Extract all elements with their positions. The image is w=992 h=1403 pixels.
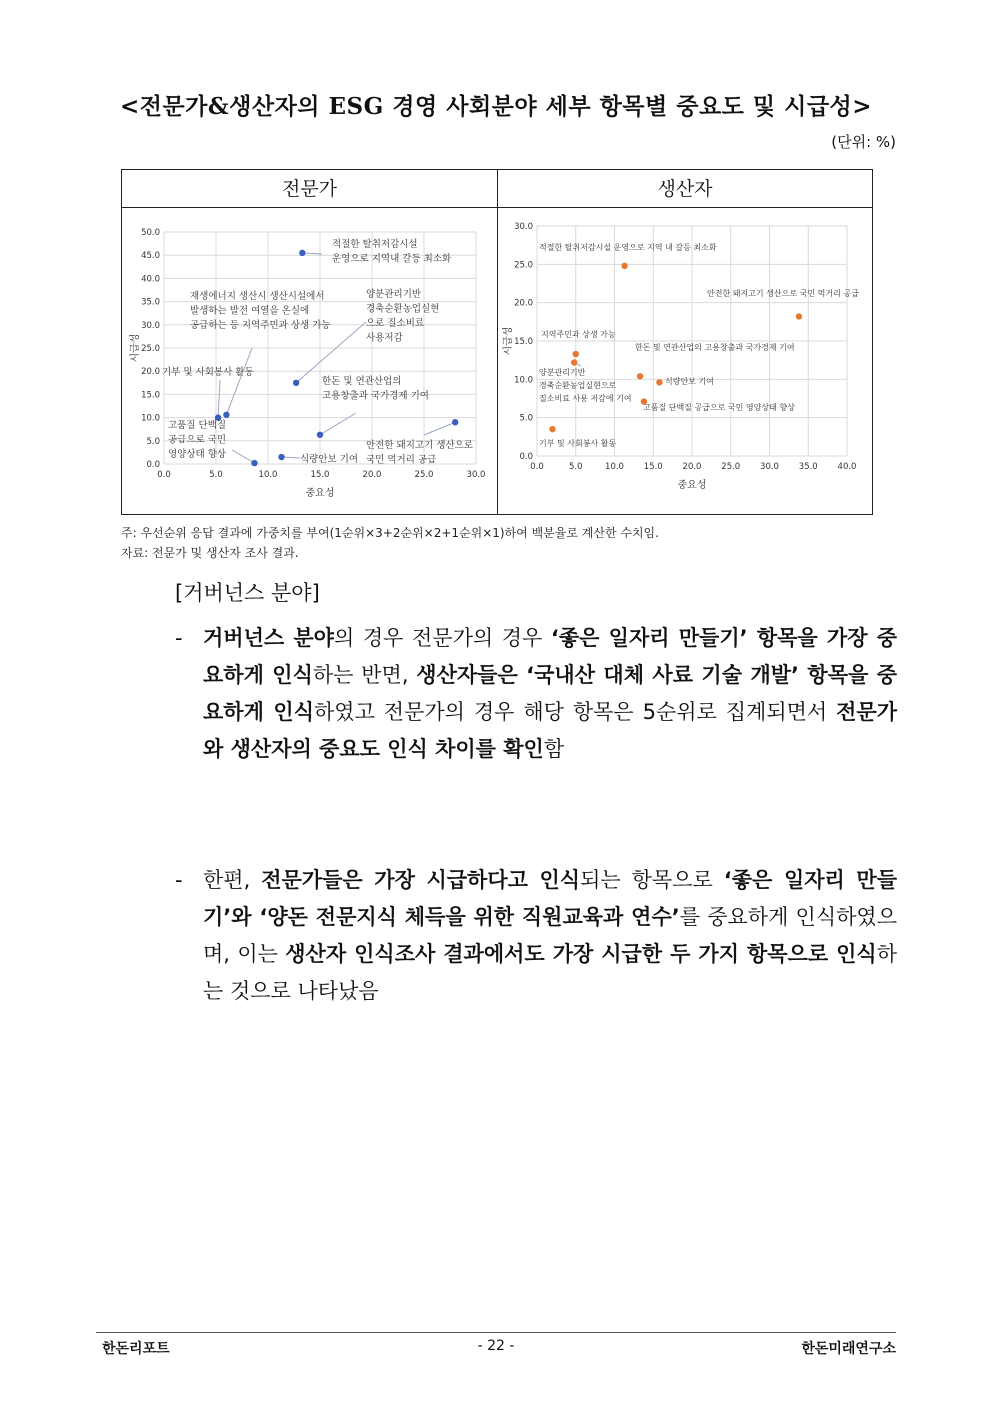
section-heading: [거버넌스 분야] — [175, 581, 320, 605]
data-point-label: 국민 먹거리 공급 — [366, 454, 437, 466]
data-point-label: 양분관리기반 — [366, 289, 422, 300]
data-point-label: 기부 및 사회봉사 활동 — [539, 439, 617, 448]
text: 를 중요하게 인식하였으며, 이는 — [203, 905, 897, 966]
y-tick-label: 10.0 — [141, 413, 160, 424]
y-tick-label: 45.0 — [141, 251, 160, 262]
y-tick-label: 25.0 — [141, 344, 160, 354]
note-weighting: 주: 우선순위 응답 결과에 가중치를 부여(1순위×3+2순위×2+1순위×1)하여 백분율로 계산한 수치임. — [121, 526, 659, 540]
y-tick-label: 5.0 — [519, 413, 533, 424]
leader-line — [232, 450, 254, 463]
data-point — [549, 426, 555, 432]
footer-page-number: - 22 - — [477, 1338, 515, 1354]
x-tick-label: 25.0 — [721, 462, 741, 472]
data-point-label: 공급하는 등 지역주민과 상생 가능 — [190, 320, 331, 331]
data-point-label: 경축순환농업실현 — [366, 303, 440, 315]
x-axis-title: 중요성 — [305, 488, 335, 499]
y-tick-label: 15.0 — [514, 337, 533, 347]
data-point-label: 질소비료 사용 저감에 기여 — [539, 394, 632, 403]
text-bold: 생산자들은 ‘국내산 대체 사료 기술 개발’ 항목을 중요하게 인식 — [203, 663, 898, 724]
paragraph-governance-importance — [175, 620, 897, 768]
data-point — [796, 313, 802, 319]
x-tick-label: 15.0 — [310, 470, 330, 480]
data-point-label: 한돈 및 연관산업의 — [322, 376, 402, 387]
producer-scatter-svg — [501, 210, 871, 512]
bullet-dash: - — [175, 626, 183, 650]
data-point — [223, 412, 229, 418]
data-point — [571, 359, 577, 365]
data-point — [299, 250, 305, 256]
data-point-label: 한돈 및 연관산업의 고용창출과 국가경제 기여 — [635, 343, 795, 352]
x-tick-label: 40.0 — [837, 462, 857, 472]
x-tick-label: 10.0 — [605, 462, 624, 472]
text: 한편, — [203, 868, 262, 892]
expert-chart — [124, 210, 494, 512]
data-point — [452, 419, 458, 425]
data-point — [251, 460, 257, 466]
unit-label: (단위: %) — [831, 133, 896, 151]
y-tick-label: 20.0 — [141, 367, 160, 378]
data-point-label: 경축순환농업실현으로 — [539, 381, 617, 390]
text: 하였고 전문가의 경우 해당 항목은 5순위로 집계되면서 — [314, 700, 837, 724]
text: 의 경우 전문가의 경우 — [333, 626, 551, 650]
y-tick-label: 50.0 — [141, 228, 160, 238]
data-point — [637, 373, 643, 379]
paragraph-governance-urgency — [175, 862, 897, 1010]
data-point-label: 영양상태 향상 — [168, 449, 227, 460]
data-point-label: 안전한 돼지고기 생산으로 — [366, 440, 473, 451]
data-point — [656, 379, 662, 385]
data-point-label: 고용창출과 국가경제 기여 — [322, 390, 429, 402]
note-source: 자료: 전문가 및 생산자 조사 결과. — [121, 546, 299, 560]
data-point-label: 재생에너지 생산시 생산시설에서 — [190, 291, 325, 302]
column-header-producer: 생산자 — [498, 170, 872, 208]
text: 함 — [543, 737, 565, 761]
data-point — [573, 351, 579, 357]
text-bold: ‘좋은 일자리 만들기’와 ‘양돈 전문지식 체득을 위한 직원교육과 연수’ — [203, 868, 897, 929]
y-tick-label: 30.0 — [141, 320, 160, 331]
x-axis-title: 중요성 — [677, 480, 707, 491]
x-tick-label: 20.0 — [362, 470, 382, 480]
text-bold: 전문가와 생산자의 중요도 인식 차이를 확인 — [203, 700, 897, 761]
data-point-label: 지역주민과 상생 가능 — [541, 330, 616, 339]
y-tick-label: 40.0 — [141, 274, 160, 285]
x-tick-label: 25.0 — [414, 470, 434, 480]
data-point-label: 양분관리기반 — [539, 368, 586, 377]
column-header-expert: 전문가 — [122, 170, 497, 208]
x-tick-label: 20.0 — [682, 462, 702, 472]
data-point-label: 기부 및 사회봉사 활동 — [162, 367, 254, 378]
leader-line — [218, 380, 220, 418]
data-point-label: 안전한 돼지고기 생산으로 국민 먹거리 공급 — [707, 289, 859, 298]
y-tick-label: 5.0 — [146, 436, 160, 447]
leader-line — [424, 422, 455, 435]
x-tick-label: 5.0 — [209, 470, 223, 480]
x-tick-label: 5.0 — [568, 462, 583, 472]
data-point-label: 식량안보 기여 — [300, 454, 359, 465]
x-tick-label: 30.0 — [760, 462, 779, 472]
y-tick-label: 25.0 — [514, 260, 533, 271]
text-bold: 생산자 인식조사 결과에서도 가장 시급한 두 가지 항목으로 인식 — [285, 942, 877, 966]
figure-title: <전문가&생산자의 ESG 경영 사회분야 세부 항목별 중요도 및 시급성> — [119, 93, 873, 120]
y-tick-label: 35.0 — [141, 297, 160, 308]
x-tick-label: 0.0 — [530, 462, 544, 472]
leader-line — [320, 413, 356, 435]
footer-divider — [96, 1332, 896, 1333]
expert-scatter-svg — [124, 210, 494, 512]
y-tick-label: 0.0 — [519, 452, 533, 462]
footer-left: 한돈리포트 — [102, 1341, 170, 1357]
footer-right: 한돈미래연구소 — [801, 1341, 896, 1357]
x-tick-label: 35.0 — [798, 462, 818, 472]
y-axis-title: 시급성 — [503, 326, 514, 356]
data-point-label: 적절한 탈취저감시설 운영으로 지역 내 갈등 최소화 — [539, 243, 717, 252]
y-axis-title: 시급성 — [130, 333, 141, 363]
leader-line — [296, 322, 366, 383]
leader-line — [226, 348, 252, 415]
figure-table — [121, 169, 873, 515]
data-point — [293, 380, 299, 386]
data-point-label: 발생하는 발전 여열을 온실에 — [190, 305, 310, 317]
x-tick-label: 30.0 — [466, 470, 486, 480]
y-tick-label: 30.0 — [514, 222, 533, 232]
data-point-label: 사용저감 — [366, 332, 403, 344]
text-bold: 거버넌스 분야 — [203, 626, 334, 650]
column-divider — [497, 170, 498, 514]
producer-chart — [501, 210, 871, 512]
x-tick-label: 15.0 — [643, 462, 663, 472]
data-point-label: 적절한 탈취저감시설 — [332, 239, 418, 250]
data-point-label: 고품질 단백질 공급으로 국민 영양상태 향상 — [643, 403, 795, 412]
text: 하는 반면, — [312, 663, 417, 687]
x-tick-label: 0.0 — [157, 470, 171, 480]
data-point-label: 공급으로 국민 — [168, 434, 227, 446]
data-point-label: 운영으로 지역내 갈등 최소화 — [332, 253, 452, 265]
data-point — [317, 432, 323, 438]
bullet-dash: - — [175, 868, 183, 892]
text: 되는 항목으로 — [580, 868, 724, 892]
data-point — [278, 454, 284, 460]
y-tick-label: 0.0 — [146, 460, 160, 470]
y-tick-label: 20.0 — [514, 298, 533, 309]
x-tick-label: 10.0 — [258, 470, 278, 480]
data-point-label: 으로 질소비료 — [366, 318, 425, 329]
text-bold: ‘좋은 일자리 만들기’ 항목을 가장 중요하게 인식 — [203, 626, 898, 687]
data-point-label: 식량안보 기여 — [665, 377, 714, 386]
data-point — [621, 263, 627, 269]
y-tick-label: 10.0 — [514, 375, 533, 386]
data-point-label: 고품질 단백질 — [168, 420, 227, 431]
y-tick-label: 15.0 — [141, 390, 160, 401]
text: 하는 것으로 나타났음 — [203, 942, 897, 1003]
text-bold: 전문가들은 가장 시급하다고 인식 — [261, 868, 581, 892]
